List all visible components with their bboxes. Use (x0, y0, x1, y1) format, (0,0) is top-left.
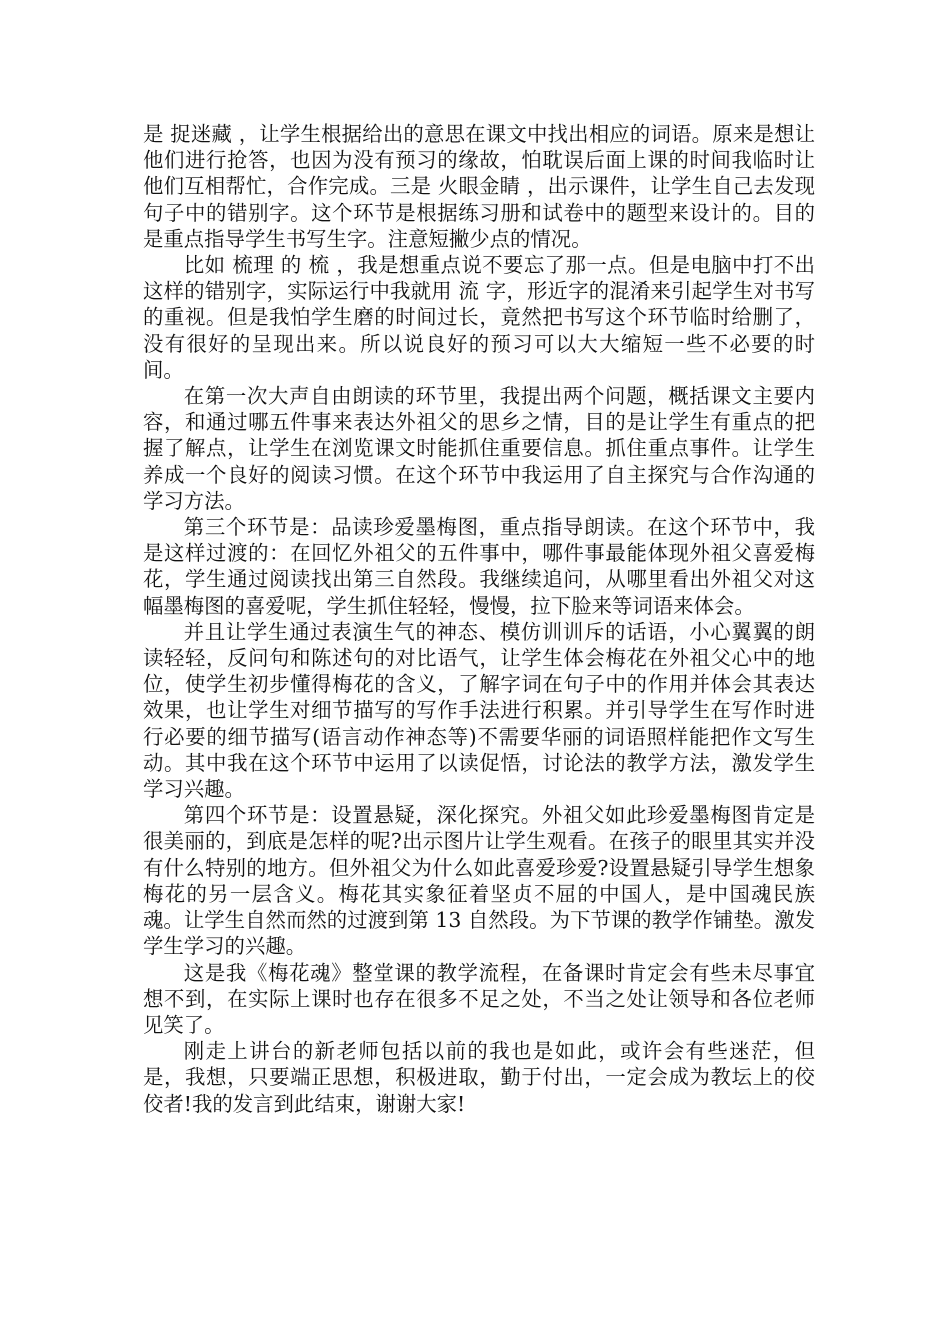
paragraph-3: 在第一次大声自由朗读的环节里，我提出两个问题，概括课文主要内容，和通过哪五件事来表达外祖父的思乡之情，目的是让学生有重点的把握了解点，让学生在浏览课文时能抓住重要信息。抓住重点事件。让学生养成一个良好的阅读习惯。在这个环节中我运用了自主探究与合作沟通的学习方法。 (143, 384, 815, 513)
paragraph-2: 比如 梳理 的 梳 ，我是想重点说不要忘了那一点。但是电脑中打不出这样的错别字，实际运行中我就用 流 字，形近字的混淆来引起学生对书写的重视。但是我怕学生磨的时间过长，竟然把书写这个环节临时给删了，没有很好的呈现出来。所以说良好的预习可以大大缩短一些不必要的时间。 (143, 253, 815, 382)
paragraph-1: 是 捉迷藏 ，让学生根据给出的意思在课文中找出相应的词语。原来是想让他们进行抢答，也因为没有预习的缘故，怕耽误后面上课的时间我临时让他们互相帮忙，合作完成。三是 火眼金睛 ，出示课件，让学生自己去发现句子中的错别字。这个环节是根据练习册和试卷中的题型来设计的。目的是重点指导学生书写生字。注意短撇少点的情况。 (143, 122, 815, 251)
paragraph-6: 第四个环节是：设置悬疑，深化探究。外祖父如此珍爱墨梅图肯定是很美丽的，到底是怎样的呢?出示图片让学生观看。在孩子的眼里其实并没有什么特别的地方。但外祖父为什么如此喜爱珍爱?设置悬疑引导学生想象梅花的另一层含义。梅花其实象征着坚贞不屈的中国人，是中国魂民族魂。让学生自然而然的过渡到第 13 自然段。为下节课的教学作铺垫。激发学生学习的兴趣。 (143, 803, 815, 959)
paragraph-7: 这是我《梅花魂》整堂课的教学流程，在备课时肯定会有些未尽事宜想不到，在实际上课时也存在很多不足之处，不当之处让领导和各位老师见笑了。 (143, 960, 815, 1037)
paragraph-4: 第三个环节是：品读珍爱墨梅图，重点指导朗读。在这个环节中，我是这样过渡的：在回忆外祖父的五件事中，哪件事最能体现外祖父喜爱梅花，学生通过阅读找出第三自然段。我继续追问，从哪里看出外祖父对这幅墨梅图的喜爱呢，学生抓住轻轻，慢慢，拉下脸来等词语来体会。 (143, 515, 815, 618)
paragraph-5: 并且让学生通过表演生气的神态、模仿训训斥的话语，小心翼翼的朗读轻轻，反问句和陈述句的对比语气，让学生体会梅花在外祖父心中的地位，使学生初步懂得梅花的含义，了解字词在句子中的作用并体会其表达效果，也让学生对细节描写的写作手法进行积累。并引导学生在写作时进行必要的细节描写(语言动作神态等)不需要华丽的词语照样能把作文写生动。其中我在这个环节中运用了以读促悟，讨论法的教学方法，激发学生学习兴趣。 (143, 619, 815, 802)
body-text (143, 121, 815, 1117)
paragraph-8: 刚走上讲台的新老师包括以前的我也是如此，或许会有些迷茫，但是，我想，只要端正思想，积极进取，勤于付出，一定会成为教坛上的佼佼者!我的发言到此结束，谢谢大家! (143, 1039, 815, 1116)
